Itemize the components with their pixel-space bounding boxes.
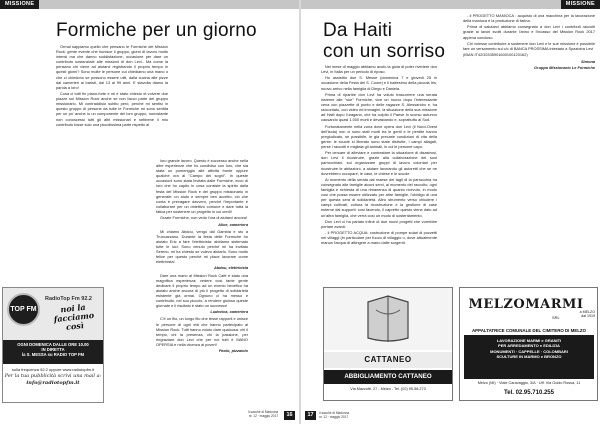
- caption: Ludovica, cameriera: [210, 309, 248, 315]
- paragraph: - il PROGETTO ACQUA: costruzione di pompe solari di pozzetti nei villaggi (in particolare per fuoco di villaggio o, dove attualmente manca l'acqua di attingere a mano dalle sorgenti.: [321, 230, 437, 246]
- article-column-1: [321, 64, 437, 247]
- footer-issue: nr. 12 · maggio 2017: [319, 414, 349, 419]
- radio-freq: sulla frequenza 92.2 oppure www.radiotopfm.it: [11, 367, 95, 372]
- cattaneo-address: Via Mazzotti, 27 - Melzo - Tel. (02) 95.58.273: [350, 387, 426, 391]
- radio-slogan: noi la facciamo così: [53, 301, 95, 332]
- radio-ad: [2, 287, 104, 403]
- radio-info: [3, 366, 103, 387]
- paragraph: Don Levi ci ha parlato infine di due nuovi progetti che vorrebbe portare avanti:: [321, 218, 437, 229]
- cattaneo-logo-icon: [324, 288, 452, 350]
- caption: Alice, cameriera: [218, 221, 248, 227]
- melzomarmi-logo-text: MELZOMARMI: [468, 297, 584, 312]
- service-line: PER ARREDAMENTO e EDILIZIA: [498, 343, 560, 349]
- signature-group: Gruppo Missionario Le Formiche: [534, 64, 595, 70]
- paragraph: Al momento della serata dal maese dei tagli di la parrocchia ha consegnato alle famiglie alcuni semi, al momento del raccolto, ogni famiglia e richiesta di una rimanenza di quanto ricevuto, in modo così che possa essere utilizzato per altre famiglie, l'obbligo di una per questa sera di solidarietà. Altro strumento verso chiudere i campi coltivati, coltura la ricostruzione e la gestione di case esterne dai supporti: così facendo, il capretto questo viene dato ad un'altra famiglia, che verrà così un modo di sostentamento.: [321, 176, 437, 218]
- radio-name: RadioTop Fm 92.2: [45, 296, 92, 302]
- headline-line: Da Haiti: [323, 20, 393, 41]
- band-line: IN DIRETTA: [41, 347, 65, 353]
- article-column-2: [463, 13, 595, 71]
- radio-info-line: Per la tua pubblicità scrivi una mail a:: [4, 373, 102, 379]
- iban: (IBAN IT42G0335901600100120162): [463, 52, 528, 58]
- band-line: la S. MESSA su RADIO TOP FM: [21, 352, 85, 358]
- caption: Paolo, pizzaiolo: [218, 348, 248, 354]
- paragraph: Mi chiamo Abdou, vengo dal Gambia e sto a Truccazzano. Durante la festa delle Formiche ho aiutato Eric a fare l'elettricista: abbiamo sistemato tutte le luci. Sono venuto perché mi ha invitato Sereno, mi ha chiesto se volevo aiutarlo. Sono molto felice per questo perché mi piace lavorare come elettricista!: [156, 228, 248, 265]
- radio-email[interactable]: info@radiotopfm.it: [26, 380, 80, 386]
- paragraph: C'è un filo, un lungo filo che tesse rapporti e unisce le persone di ogni età che hanno partecipato al Mission Rock. Tutti hanno voluto dare qualcosa: chi il tempo, chi la presenza, chi la passione, per ringraziare don Levi che per noi tutti è MANO OPERSIA e nella vicenza ai poveri!: [156, 316, 248, 347]
- page-number: 17: [305, 411, 316, 420]
- paragraph: Ormai sappiamo quello che pensano le Formiche del Mission Rock: gente evente che riunisce il gruppo, giorni di lavoro molto intensi ma che danno soddisfazione, occasione per dare un contributo sostanziale alle missioni di don Levi.. Ma come la pensano chi viene ad aiutarci registrando il proprio tempo in questi giorni? Sono molte le persone cui chiediamo una mano o che ci chiedono se possono essere utili, dalla cucina alle pizze dal camerieri ai baristi, dai 13 ai 99 anni. E stavolta diamo la parola a loro!: [56, 44, 168, 90]
- melzomarmi-srl: SRL: [552, 315, 560, 320]
- melzomarmi-side-line: a MELZO: [579, 310, 595, 314]
- paragraph: Fortunatamente nella zona dove opera don Levi (il Nord-Ovest dell'isola) non ci sono stati morti tra le genti e le perdite hanno pregiudicato, se possibile, le gia precarie condizioni di vita della gente: le scuole si liberato sono state distrutte, i campi allagati, perse i raccolti e migliaia gli animali, in cui le persone capo.: [321, 123, 437, 149]
- paragraph: Per cercare di alleviare e contrastare la situazione di disastrosi, don Levi il ricostruire, grazie alla collaborazione dei suoi parrocchiani, sui organizzare gruppi di lavoro volontari per ricostruire le abitazioni, a aiutare lavorando gli autoretti che se ne dovrebbero occupare, le case, le chiese e le scuole.: [321, 150, 437, 176]
- headline-line: con un sorriso: [323, 41, 446, 62]
- right-page: [301, 0, 600, 424]
- headline: Formiche per un giorno: [56, 20, 257, 41]
- cattaneo-ad: [323, 287, 453, 401]
- radio-band: [3, 340, 103, 364]
- radio-logo-icon: TOP FM: [7, 293, 40, 326]
- section-bar: [0, 0, 299, 9]
- left-page: [0, 0, 299, 424]
- section-tag: MISSIONE: [561, 0, 600, 9]
- paragraph: Nel mese di maggio abbiamo avuto la gioia di poter rivedere don Levi, in Italia per un periodo di riposo.: [321, 64, 437, 75]
- article-column-1: [56, 44, 168, 128]
- paragraph: Ho assistito due S. Messe (domenica 7 e giovedì 25 in occasione della Festa del S. Cuore) e il battesimo della piccola Iris, nuovo arrivo nella famiglia di Diego e Daniela.: [321, 75, 437, 91]
- paragraph: Prima di ripartire don Levi ha voluto trascorrere una serata insieme alle "sue" Formiche, vive un nuovo dopo l'interessante cena con piazzette di punto e delle ragazze S. Alessandro e, ha raccontato, con video ed immagini, la situazione della sua missione ad Haiti dopo l'uragano, che ha colpito il Paese lo scorso autunno causando quasi 1.000 morti e devastando e, soprattutto al Sud.: [321, 91, 437, 123]
- paragraph: Grazie Formiche, non vedo l'ora di aiutarvi ancora!: [160, 215, 248, 221]
- cattaneo-brand: CATTANEO: [324, 352, 452, 368]
- cattaneo-band: ABBIGLIAMENTO CATTANEO: [324, 370, 452, 384]
- section-bar: [301, 0, 600, 9]
- radio-ad-top: [3, 288, 103, 340]
- melzomarmi-side: [580, 310, 595, 318]
- paragraph: Chi volesse contribuire a sostenere don Levi e le sue missione è possibile fare un versamento sul c/c di BANCA PROSSIMA intestato a Spaziotra Levi: [463, 40, 595, 51]
- melzomarmi-services: [464, 335, 594, 379]
- paragraph: loro grande lavoro. Questo è successo anche nella altre esperienze che ho condiviso con loro, che sia stata un pomeriggio alle attività fronte oppure qualche ora al "Campo dei sogni". In queste occasioni sono stata invitata dalle Formiche, ecco di loro che ho capito in cosa consiste la spirito dalla festa del Mission Rock e del gruppo missionario in generale: un aiuto e sempre ben accetto, ciò che conta è prevagare davvero, perché l'importante è collaborare per un obiettivo comune e dare tutta la fatica per sostenere un progetto in cui credi!: [156, 158, 248, 214]
- paragraph: Dare una mano al Mission Rock Café è stato una magnifica esperienza; vedere così tante gente dedicare il proprio tempo ad un evento benefico ha aiutato anche ancora di più il progetto di solidarietà esistente già ormai. Ognuno ci ha messo e contribuito, nel suo piccolo, a rendere gioioso queste giornate e il risultato è stato un successo!: [156, 272, 248, 309]
- melzomarmi-logo: [466, 292, 586, 318]
- footer-issue: nr. 12 · maggio 2017: [248, 413, 279, 418]
- band-line: OGNI DOMENICA DALLE ORE 10.00: [17, 342, 89, 347]
- melzomarmi-phone: Tel. 02.95.710.255: [504, 390, 554, 396]
- signature-name: Simona: [580, 58, 595, 64]
- melzomarmi-address: Melzo (MI) · Viale Caravaggio, 3/A · Uff. Via Guido Rossa, 11: [477, 381, 581, 385]
- page-number: 16: [284, 411, 295, 420]
- footer-info: [248, 411, 278, 419]
- service-line: MONUMENTI · CAPPELLE · COLOMBARI: [490, 348, 568, 354]
- paragraph: Prima di salutarci abbiamo consegnato a don Levi i contributi raccolti grazie ai lavori svolti durante l'anno e l'incasso del Mission Rock 2017 appena concluso.: [463, 24, 595, 40]
- section-tag: MISSIONE: [0, 0, 39, 9]
- article-column-2: [156, 158, 248, 355]
- paragraph: - il PROGETTO MANIOCA : acquisto di una macchina per la lavorazione della manioca e la produzione di farina.: [463, 13, 595, 24]
- service-line: LAVORAZIONE MARMI e GRANITI: [496, 338, 562, 343]
- service-line: SCULTURE IN MARMO e BRONZO: [496, 353, 562, 359]
- footer-publication: Il sacchè di Madonna: [319, 411, 350, 415]
- paragraph: Cosa ci tutti fin piano-forte e mi è stato chiesto di volvere due piazze sul Mission Rock anche se non facco parte del gruppo missionario. Mi contraddisio subito però, perché mi sentisi in questo gruppo di persone da tutte le Formiche mi sono sentita per un po' anche io un componente del loro gruppo, nonostante non conoscessi tutti gli altri missionari e sebbene il mio contributo fosse solo una piccolissima parte rispetto al: [56, 91, 168, 127]
- footer-info: [319, 412, 349, 420]
- melzomarmi-appalt: APPALTATRICE COMUNALE DEL CIMITERO DI MELZO: [472, 328, 586, 333]
- caption: Abdou, elettricista: [214, 265, 248, 271]
- footer-publication: Il sacchè di Madonna: [248, 410, 279, 414]
- melzomarmi-ad: [459, 287, 598, 401]
- melzomarmi-side-line: dal 1919: [581, 314, 595, 319]
- headline: [323, 20, 473, 62]
